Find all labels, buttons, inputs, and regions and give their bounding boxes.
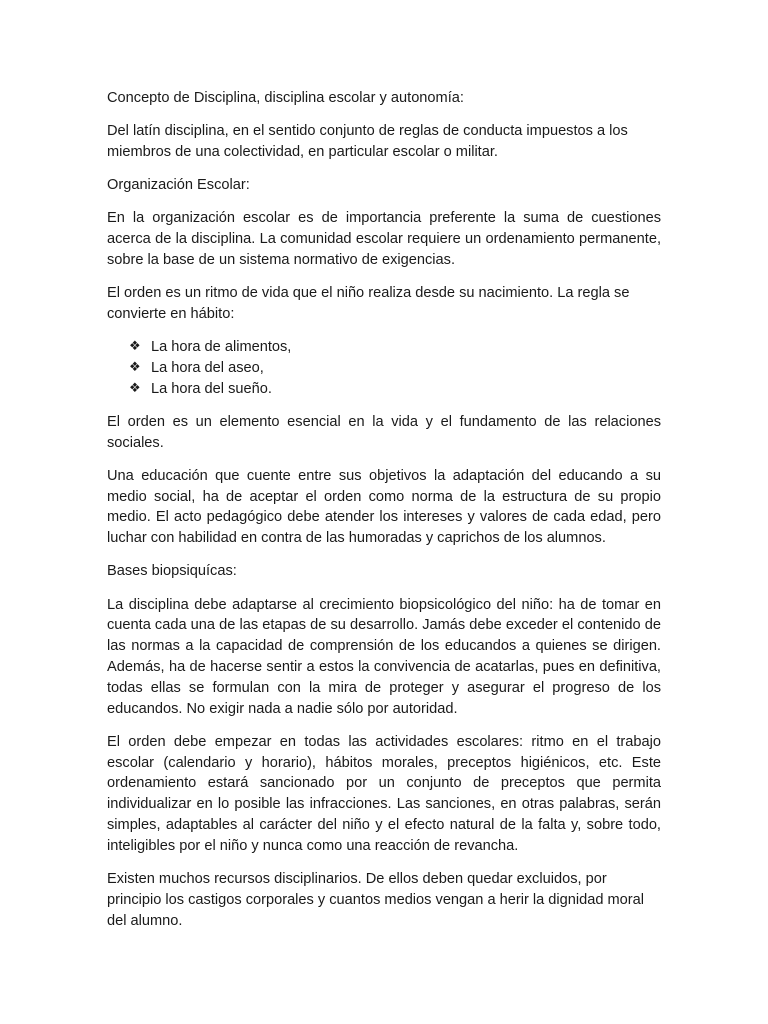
section-heading-organizacion: Organización Escolar: — [107, 177, 250, 194]
document-page — [107, 88, 661, 944]
diamond-bullet-icon: ❖ — [129, 359, 141, 375]
paragraph-bases: La disciplina debe adaptarse al crecimiento biopsicológico del niño: ha de tomar en cuenta cada una de las etapas de su desarrollo. Jamás debe exceder el contenido de las normas a la capacidad de comprensión de los educandos a quienes se dirigen. Además, ha de hacerse sentir a estos la convivencia de acatarlas, pues en definitiva, todas ellas se formulan con la mira de proteger y asegurar el progreso de los educandos. No exigir nada a nadie sólo por autoridad. — [107, 596, 661, 717]
paragraph-organizacion: En la organización escolar es de importancia preferente la suma de cuestiones acerca de la disciplina. La comunidad escolar requiere un ordenamiento permanente, sobre la base de un sistema normativo de exigencias. — [107, 210, 661, 268]
list-item-text: La hora del sueño. — [151, 380, 272, 397]
section-heading-bases: Bases biopsiquícas: — [107, 563, 237, 580]
list-item-text: La hora del aseo, — [151, 359, 264, 376]
paragraph-orden-ritmo: El orden es un ritmo de vida que el niño realiza desde su nacimiento. La regla se convierte en hábito: — [107, 285, 630, 322]
list-item-text: La hora de alimentos, — [151, 339, 292, 356]
habit-list — [107, 337, 661, 399]
list-item — [129, 358, 661, 379]
list-item — [129, 337, 661, 358]
diamond-bullet-icon: ❖ — [129, 339, 141, 355]
paragraph-actividades: El orden debe empezar en todas las actividades escolares: ritmo en el trabajo escolar (calendario y horario), hábitos morales, preceptos higiénicos, etc. Este ordenamiento estará sancionado por un conjunto de preceptos que permita individualizar en lo posible las infracciones. Las sanciones, en otras palabras, serán simples, adaptables al carácter del niño y el efecto natural de la falta y, sobre todo, inteligibles por el niño y nunca como una reacción de revancha. — [107, 733, 661, 854]
paragraph-educacion: Una educación que cuente entre sus objetivos la adaptación del educando a su medio social, ha de aceptar el orden como norma de la estructura de su propio medio. El acto pedagógico debe atender los intereses y valores de cada edad, pero luchar con habilidad en contra de las humoradas y caprichos de los alumnos. — [107, 467, 661, 547]
paragraph-definition: Del latín disciplina, en el sentido conjunto de reglas de conducta impuestos a los miembros de una colectividad, en particular escolar o militar. — [107, 123, 628, 160]
document-title: Concepto de Disciplina, disciplina escolar y autonomía: — [107, 90, 464, 106]
diamond-bullet-icon: ❖ — [129, 380, 141, 396]
paragraph-recursos: Existen muchos recursos disciplinarios. De ellos deben quedar excluidos, por principio los castigos corporales y cuantos medios vengan a herir la dignidad moral del alumno. — [107, 871, 645, 929]
list-item — [129, 379, 661, 400]
paragraph-orden-esencial: El orden es un elemento esencial en la vida y el fundamento de las relaciones sociales. — [107, 413, 661, 451]
